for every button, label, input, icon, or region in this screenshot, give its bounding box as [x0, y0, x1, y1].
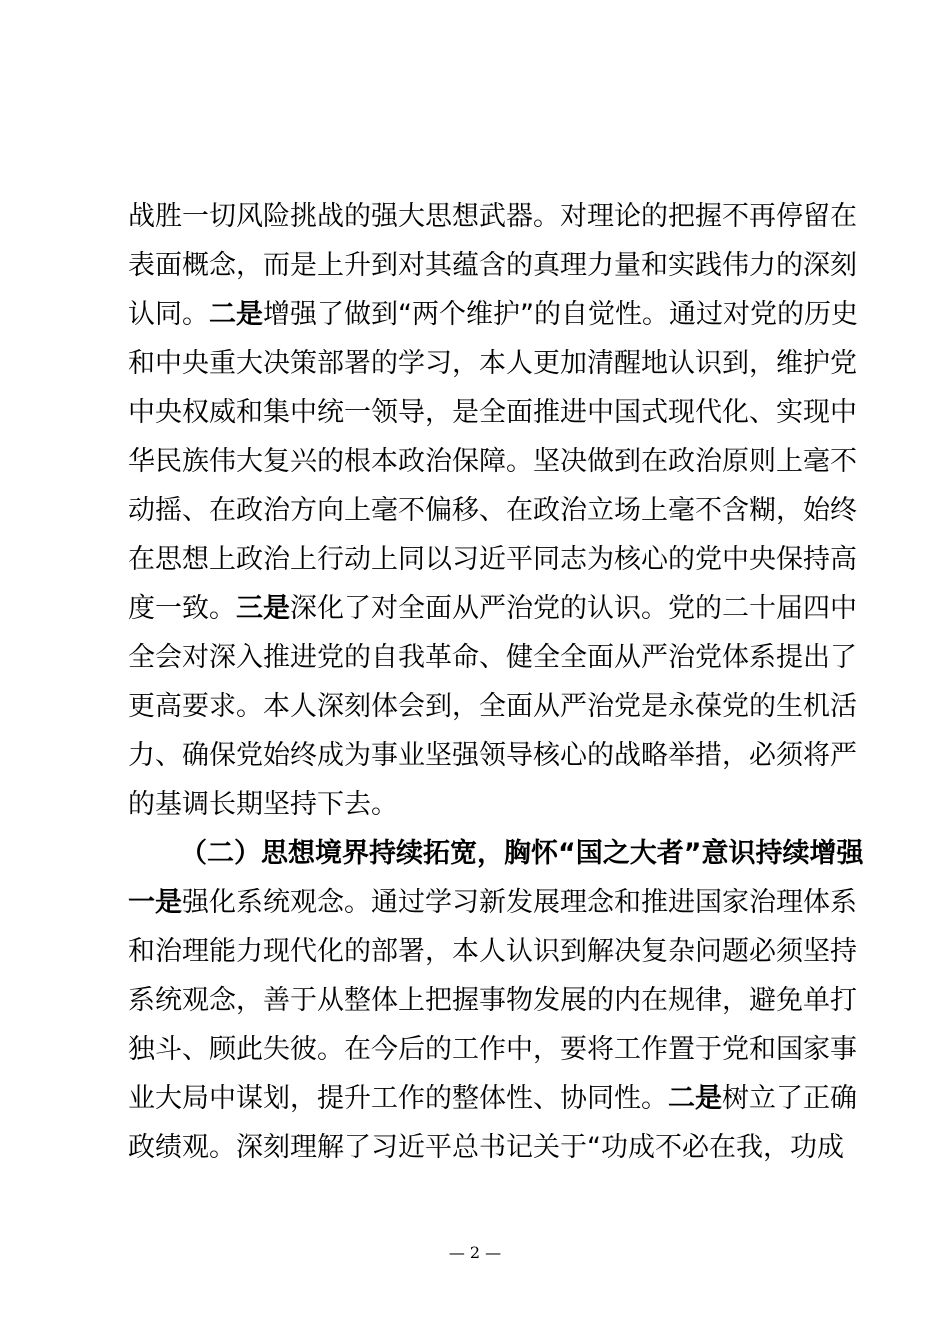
document-body	[128, 192, 864, 1172]
bold-lead-text: （二）思想境界持续拓宽，胸怀“国之大者”意识持续增强	[180, 838, 864, 869]
text-segment: 表面概念，而是上升到对其蕴含的真理力量和实践伟力的深刻	[128, 250, 857, 281]
text-segment: 在思想上政治上行动上同以习近平同志为核心的党中央保持高	[128, 544, 857, 575]
text-line	[128, 192, 857, 241]
text-segment: 动摇、在政治方向上毫不偏移、在政治立场上毫不含糊，始终	[128, 495, 857, 526]
text-segment: 更高要求。本人深刻体会到，全面从严治党是永葆党的生机活	[128, 691, 857, 722]
text-segment: 全会对深入推进党的自我革命、健全全面从严治党体系提出了	[128, 642, 857, 673]
text-segment: 强化系统观念。通过学习新发展理念和推进国家治理体系	[182, 887, 857, 918]
text-line	[128, 290, 858, 339]
text-segment: 政绩观。深刻理解了习近平总书记关于“功成不必在我，功成	[128, 1132, 844, 1163]
text-line	[128, 486, 857, 535]
text-line	[128, 437, 857, 486]
text-line	[128, 878, 857, 927]
text-line	[128, 682, 857, 731]
bold-lead-text: 二是	[668, 1083, 722, 1114]
text-segment: 系统观念，善于从整体上把握事物发展的内在规律，避免单打	[128, 985, 857, 1016]
text-line	[128, 535, 857, 584]
text-line	[128, 633, 857, 682]
text-line	[128, 241, 857, 290]
text-segment: 度一致。	[128, 593, 236, 624]
bold-lead-text: 三是	[236, 593, 290, 624]
text-segment: 力、确保党始终成为事业坚强领导核心的战略举措，必须将严	[128, 740, 857, 771]
text-segment: 和中央重大决策部署的学习，本人更加清醒地认识到，维护党	[128, 348, 857, 379]
page-number: — 2 —	[448, 1243, 502, 1262]
bold-lead-text: 二是	[209, 299, 263, 330]
text-segment: 华民族伟大复兴的根本政治保障。坚决做到在政治原则上毫不	[128, 446, 857, 477]
text-line	[128, 388, 857, 437]
text-line	[128, 927, 857, 976]
text-segment: 认同。	[128, 299, 209, 330]
text-segment: 中央权威和集中统一领导，是全面推进中国式现代化、实现中	[128, 397, 857, 428]
section-heading	[128, 829, 864, 878]
text-segment: 和治理能力现代化的部署，本人认识到解决复杂问题必须坚持	[128, 936, 857, 967]
text-segment: 战胜一切风险挑战的强大思想武器。对理论的把握不再停留在	[128, 201, 857, 232]
text-line	[128, 1025, 857, 1074]
bold-lead-text: 一是	[128, 887, 182, 918]
text-line	[128, 1074, 857, 1123]
text-line	[128, 731, 857, 780]
text-line	[128, 339, 857, 388]
text-segment: 深化了对全面从严治党的认识。党的二十届四中	[290, 593, 857, 624]
text-line	[128, 780, 828, 829]
text-line	[128, 976, 857, 1025]
text-segment: 树立了正确	[722, 1083, 857, 1114]
text-segment: 独斗、顾此失彼。在今后的工作中，要将工作置于党和国家事	[128, 1034, 857, 1065]
text-line	[128, 584, 857, 633]
text-segment: 的基调长期坚持下去。	[128, 789, 398, 820]
text-segment: 增强了做到“两个维护”的自觉性。通过对党的历史	[263, 299, 858, 330]
text-segment: 业大局中谋划，提升工作的整体性、协同性。	[128, 1083, 668, 1114]
text-line	[128, 1123, 844, 1172]
